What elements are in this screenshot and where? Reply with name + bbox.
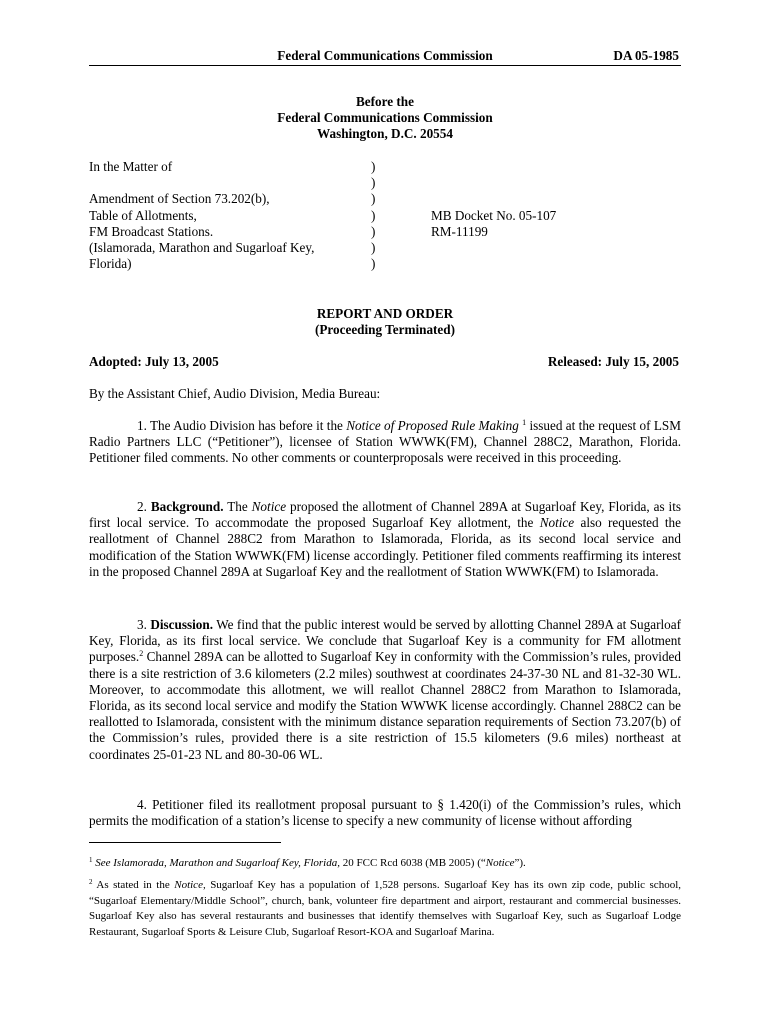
footnote-number: 2 (89, 878, 93, 886)
caption-line: Table of Allotments, (89, 207, 197, 223)
caption-docket (431, 208, 556, 240)
paren: ) (371, 191, 376, 207)
caption-matter (89, 159, 359, 272)
p2-text: proposed the allotment of Channel 289A at Sugarloaf Key, Florida, as its first local service. To accommodate the proposed Sugarloaf Key allotment, the (89, 499, 682, 531)
footnote-text: ”). (514, 857, 526, 869)
paragraph-3 (89, 617, 681, 763)
footnote-text: Sugarloaf Key has a population of 1,528 persons. Sugarloaf Key has its own zip code, public school, “Sugarloaf Elementary/Middle School”, church, bank, volunteer fire department and airport, restaurant and commercial businesses. Sugarloaf Key also has several restaurants and businesses that identify themselves with Sugarloaf Key, such as Sugarloaf Lodge Restaurant, Sugarloaf Sports & Leisure Club, Sugarloaf Resort-KOA and Sugarloaf Marina. (89, 879, 681, 938)
footnote-divider (89, 842, 281, 843)
footnote-text: 20 FCC Rcd 6038 (MB 2005) (“ (340, 857, 486, 869)
footnote-text: As stated in the (92, 879, 175, 891)
footnote-number: 1 (89, 856, 93, 864)
paren: ) (371, 239, 376, 255)
footnote-italic: See Islamorada, Marathon and Sugarloaf Key, Florida, (92, 857, 340, 869)
caption-line: FM Broadcast Stations. (89, 223, 214, 239)
released-date: Released: July 15, 2005 (547, 354, 679, 369)
header-doc-number: DA 05-1985 (613, 48, 679, 63)
p2-text: The (223, 499, 252, 514)
p3-text: We find that the public interest would be served by allotting Channel 289A at Sugarloaf Key, Florida, as its first local service. We conclude that Sugarloaf Key is a community for FM allotment purposes. (89, 617, 681, 665)
byline: By the Assistant Chief, Audio Division, Media Bureau: (89, 386, 381, 401)
p3-text-rest: Channel 289A can be allotted to Sugarloaf Key in conformity with the Commission’s rules, provided there is a site restriction of 3.6 kilometers (2.2 miles) southwest at coordinates 24-37-30 NL and 81-32-30 WL. Moreover, to accommodate this allotment, we will reallot Channel 288C2 from Marathon to Islamorada, Florida, as its second local service and modify the Station WWWK license accordingly. Channel 288C2 can be reallotted to Islamorada, consistent with the minimum distance separation requirements of Section 73.207(b) of the Commission’s rules, provided there is a site restriction of 15.5 kilometers (9.6 miles) northeast at coordinates 25-01-23 NL and 80-30-06 WL. (89, 649, 681, 762)
paren: ) (371, 256, 376, 272)
footnote-2 (89, 878, 681, 940)
title-main: REPORT AND ORDER (316, 306, 454, 321)
footnote-1 (89, 856, 681, 872)
paren: ) (371, 207, 376, 223)
commission-address: Washington, D.C. 20554 (317, 126, 453, 142)
p2-number: 2. (137, 499, 151, 514)
caption-line: Amendment of Section 73.202(b), (89, 191, 270, 207)
paren: ) (371, 223, 376, 239)
caption-line: In the Matter of (89, 159, 173, 174)
paragraph-1 (89, 418, 681, 467)
p1-text-rest: issued at the request of LSM Radio Partners LLC (“Petitioner”), licensee of Station WWWK(FM), Channel 288C2, Marathon, Florida. Petitioner filed comments. No other comments or counterproposals were received in this proceeding. (89, 418, 681, 466)
p1-italic: Notice of Proposed Rule Making (346, 418, 519, 433)
rm-number: RM-11199 (431, 223, 488, 239)
p2-heading: Background. (150, 499, 224, 514)
running-header (89, 47, 681, 66)
caption-line: Florida) (89, 256, 132, 272)
footnote-ref-2[interactable]: 2 (139, 649, 144, 659)
paragraph-4: 4. Petitioner filed its reallotment proposal pursuant to § 1.420(i) of the Commission’s rules, which permits the modification of a station’s license to specify a new community of license without affording (89, 797, 681, 829)
document-title (89, 306, 681, 338)
p2-text: also requested the reallotment of Channel 288C2 from Marathon to Islamorada, Florida, as its second local service and modification of the Station WWWK(FM) license accordingly. Petitioner filed comments reaffirming its interest in the proposed Channel 289A at Sugarloaf Key and the reallotment of Station WWWK(FM) to Islamorada. (89, 515, 681, 579)
footnote-ref-1[interactable]: 1 (522, 418, 527, 427)
paragraph-2 (89, 499, 681, 580)
adopted-date: Adopted: July 13, 2005 (89, 354, 219, 369)
title-sub: (Proceeding Terminated) (314, 322, 456, 338)
footnote-italic: Notice (485, 857, 515, 869)
header-agency: Federal Communications Commission (277, 48, 493, 63)
paren: ) (371, 159, 376, 174)
p3-number: 3. (137, 617, 151, 632)
p2-italic: Notice (539, 515, 575, 531)
p3-heading: Discussion. (150, 617, 214, 632)
docket-number: MB Docket No. 05-107 (431, 207, 557, 223)
p1-text: 1. The Audio Division has before it the (137, 418, 347, 433)
caption-parens (371, 159, 375, 272)
p2-italic: Notice (251, 499, 287, 514)
caption-line: (Islamorada, Marathon and Sugarloaf Key, (89, 239, 315, 255)
commission-name: Federal Communications Commission (277, 110, 493, 126)
before-line: Before the (356, 94, 414, 109)
before-block (89, 94, 681, 143)
paren: ) (371, 175, 376, 191)
caption-line (89, 175, 359, 191)
footnote-italic: Notice, (174, 879, 206, 891)
